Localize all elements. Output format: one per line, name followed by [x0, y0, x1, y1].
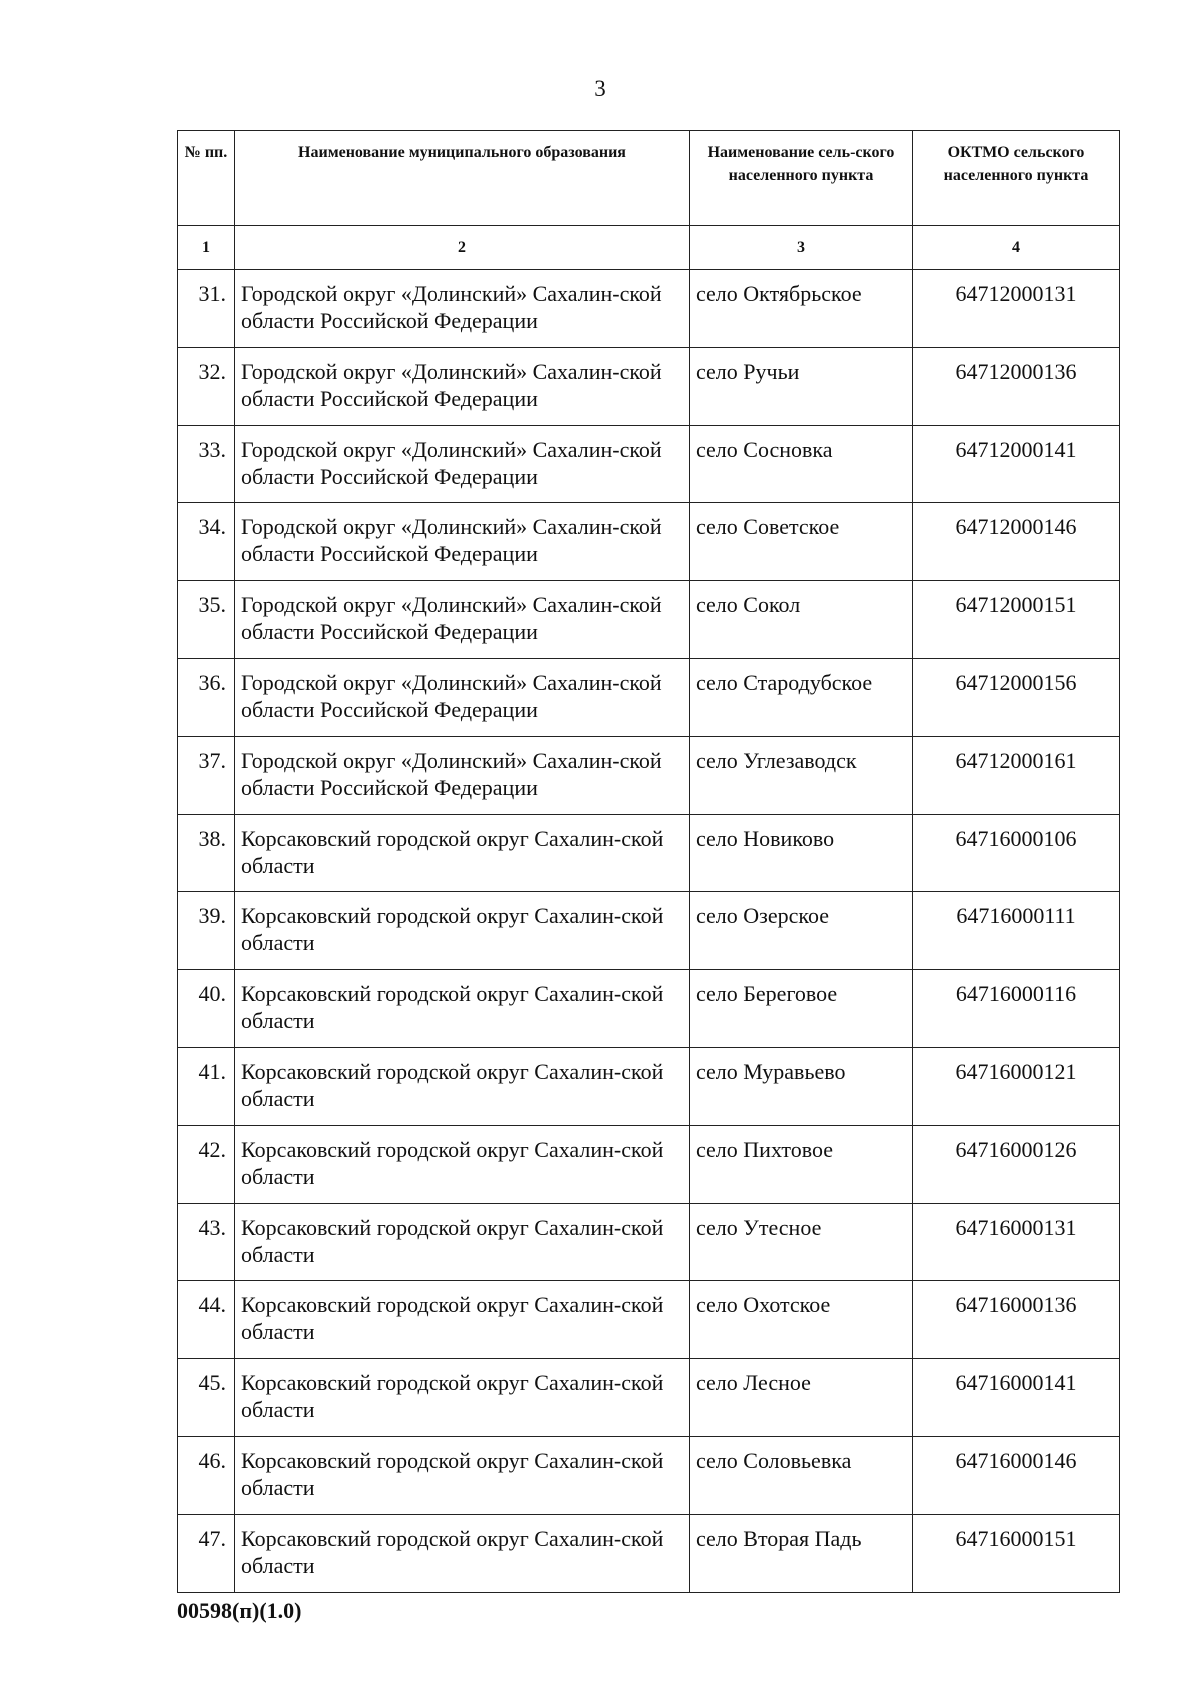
table-row [178, 658, 1120, 736]
municipality-cell: Городской округ «Долинский» Сахалин-ской области Российской Федерации [235, 503, 690, 581]
row-number: 35. [178, 581, 235, 659]
row-number: 40. [178, 970, 235, 1048]
oktmo-cell: 64712000156 [913, 658, 1120, 736]
settlement-cell: село Стародубское [690, 658, 913, 736]
row-number: 33. [178, 425, 235, 503]
table-row [178, 970, 1120, 1048]
municipality-cell: Корсаковский городской округ Сахалин-ской области [235, 1514, 690, 1592]
settlement-cell: село Муравьево [690, 1047, 913, 1125]
oktmo-cell: 64716000126 [913, 1125, 1120, 1203]
municipality-cell: Городской округ «Долинский» Сахалин-ской области Российской Федерации [235, 736, 690, 814]
oktmo-table [177, 130, 1120, 1593]
oktmo-cell: 64712000161 [913, 736, 1120, 814]
oktmo-cell: 64716000141 [913, 1359, 1120, 1437]
table-row [178, 503, 1120, 581]
header-oktmo: ОКТМО сельского населенного пункта [913, 131, 1120, 226]
table-row [178, 1436, 1120, 1514]
table-row [178, 1125, 1120, 1203]
row-number: 32. [178, 347, 235, 425]
table-row [178, 581, 1120, 659]
settlement-cell: село Озерское [690, 892, 913, 970]
settlement-cell: село Углезаводск [690, 736, 913, 814]
header-settlement: Наименование сель-ского населенного пункта [690, 131, 913, 226]
municipality-cell: Корсаковский городской округ Сахалин-ской области [235, 1436, 690, 1514]
settlement-cell: село Советское [690, 503, 913, 581]
row-number: 47. [178, 1514, 235, 1592]
oktmo-cell: 64712000146 [913, 503, 1120, 581]
oktmo-cell: 64716000116 [913, 970, 1120, 1048]
table-header [178, 131, 1120, 270]
municipality-cell: Городской округ «Долинский» Сахалин-ской области Российской Федерации [235, 581, 690, 659]
municipality-cell: Городской округ «Долинский» Сахалин-ской области Российской Федерации [235, 425, 690, 503]
row-number: 31. [178, 270, 235, 348]
column-number: 1 [178, 226, 235, 270]
oktmo-cell: 64712000151 [913, 581, 1120, 659]
header-row [178, 131, 1120, 226]
row-number: 44. [178, 1281, 235, 1359]
municipality-cell: Корсаковский городской округ Сахалин-ской области [235, 1203, 690, 1281]
table-row [178, 1047, 1120, 1125]
row-number: 36. [178, 658, 235, 736]
column-numbers-row [178, 226, 1120, 270]
document-code: 00598(п)(1.0) [177, 1598, 302, 1623]
row-number: 43. [178, 1203, 235, 1281]
municipality-cell: Корсаковский городской округ Сахалин-ской области [235, 970, 690, 1048]
column-number: 4 [913, 226, 1120, 270]
table-row [178, 736, 1120, 814]
table-row [178, 892, 1120, 970]
table-row [178, 347, 1120, 425]
settlement-cell: село Соловьевка [690, 1436, 913, 1514]
settlement-cell: село Новиково [690, 814, 913, 892]
settlement-cell: село Пихтовое [690, 1125, 913, 1203]
oktmo-cell: 64716000106 [913, 814, 1120, 892]
table-row [178, 425, 1120, 503]
oktmo-cell: 64716000151 [913, 1514, 1120, 1592]
municipality-cell: Корсаковский городской округ Сахалин-ской области [235, 1125, 690, 1203]
row-number: 45. [178, 1359, 235, 1437]
row-number: 46. [178, 1436, 235, 1514]
oktmo-cell: 64712000141 [913, 425, 1120, 503]
municipality-cell: Корсаковский городской округ Сахалин-ской области [235, 1281, 690, 1359]
column-number: 2 [235, 226, 690, 270]
municipality-cell: Корсаковский городской округ Сахалин-ской области [235, 814, 690, 892]
header-number: № пп. [178, 131, 235, 226]
table-row [178, 270, 1120, 348]
settlement-cell: село Сосновка [690, 425, 913, 503]
table-body [178, 270, 1120, 1593]
municipality-cell: Корсаковский городской округ Сахалин-ской области [235, 1047, 690, 1125]
oktmo-cell: 64716000111 [913, 892, 1120, 970]
table-row [178, 1514, 1120, 1592]
municipality-cell: Корсаковский городской округ Сахалин-ской области [235, 892, 690, 970]
table-row [178, 1359, 1120, 1437]
municipality-cell: Городской округ «Долинский» Сахалин-ской области Российской Федерации [235, 270, 690, 348]
header-municipality: Наименование муниципального образования [235, 131, 690, 226]
settlement-cell: село Береговое [690, 970, 913, 1048]
settlement-cell: село Ручьи [690, 347, 913, 425]
municipality-cell: Городской округ «Долинский» Сахалин-ской области Российской Федерации [235, 347, 690, 425]
row-number: 37. [178, 736, 235, 814]
page-number: 3 [594, 76, 606, 101]
table-row [178, 1203, 1120, 1281]
row-number: 42. [178, 1125, 235, 1203]
column-number: 3 [690, 226, 913, 270]
settlement-cell: село Сокол [690, 581, 913, 659]
row-number: 39. [178, 892, 235, 970]
row-number: 38. [178, 814, 235, 892]
oktmo-cell: 64716000121 [913, 1047, 1120, 1125]
oktmo-cell: 64712000136 [913, 347, 1120, 425]
oktmo-cell: 64716000136 [913, 1281, 1120, 1359]
row-number: 34. [178, 503, 235, 581]
settlement-cell: село Октябрьское [690, 270, 913, 348]
oktmo-cell: 64712000131 [913, 270, 1120, 348]
settlement-cell: село Вторая Падь [690, 1514, 913, 1592]
municipality-cell: Городской округ «Долинский» Сахалин-ской области Российской Федерации [235, 658, 690, 736]
oktmo-cell: 64716000131 [913, 1203, 1120, 1281]
settlement-cell: село Охотское [690, 1281, 913, 1359]
settlement-cell: село Лесное [690, 1359, 913, 1437]
oktmo-cell: 64716000146 [913, 1436, 1120, 1514]
table-row [178, 1281, 1120, 1359]
settlement-cell: село Утесное [690, 1203, 913, 1281]
municipality-cell: Корсаковский городской округ Сахалин-ской области [235, 1359, 690, 1437]
table-row [178, 814, 1120, 892]
row-number: 41. [178, 1047, 235, 1125]
